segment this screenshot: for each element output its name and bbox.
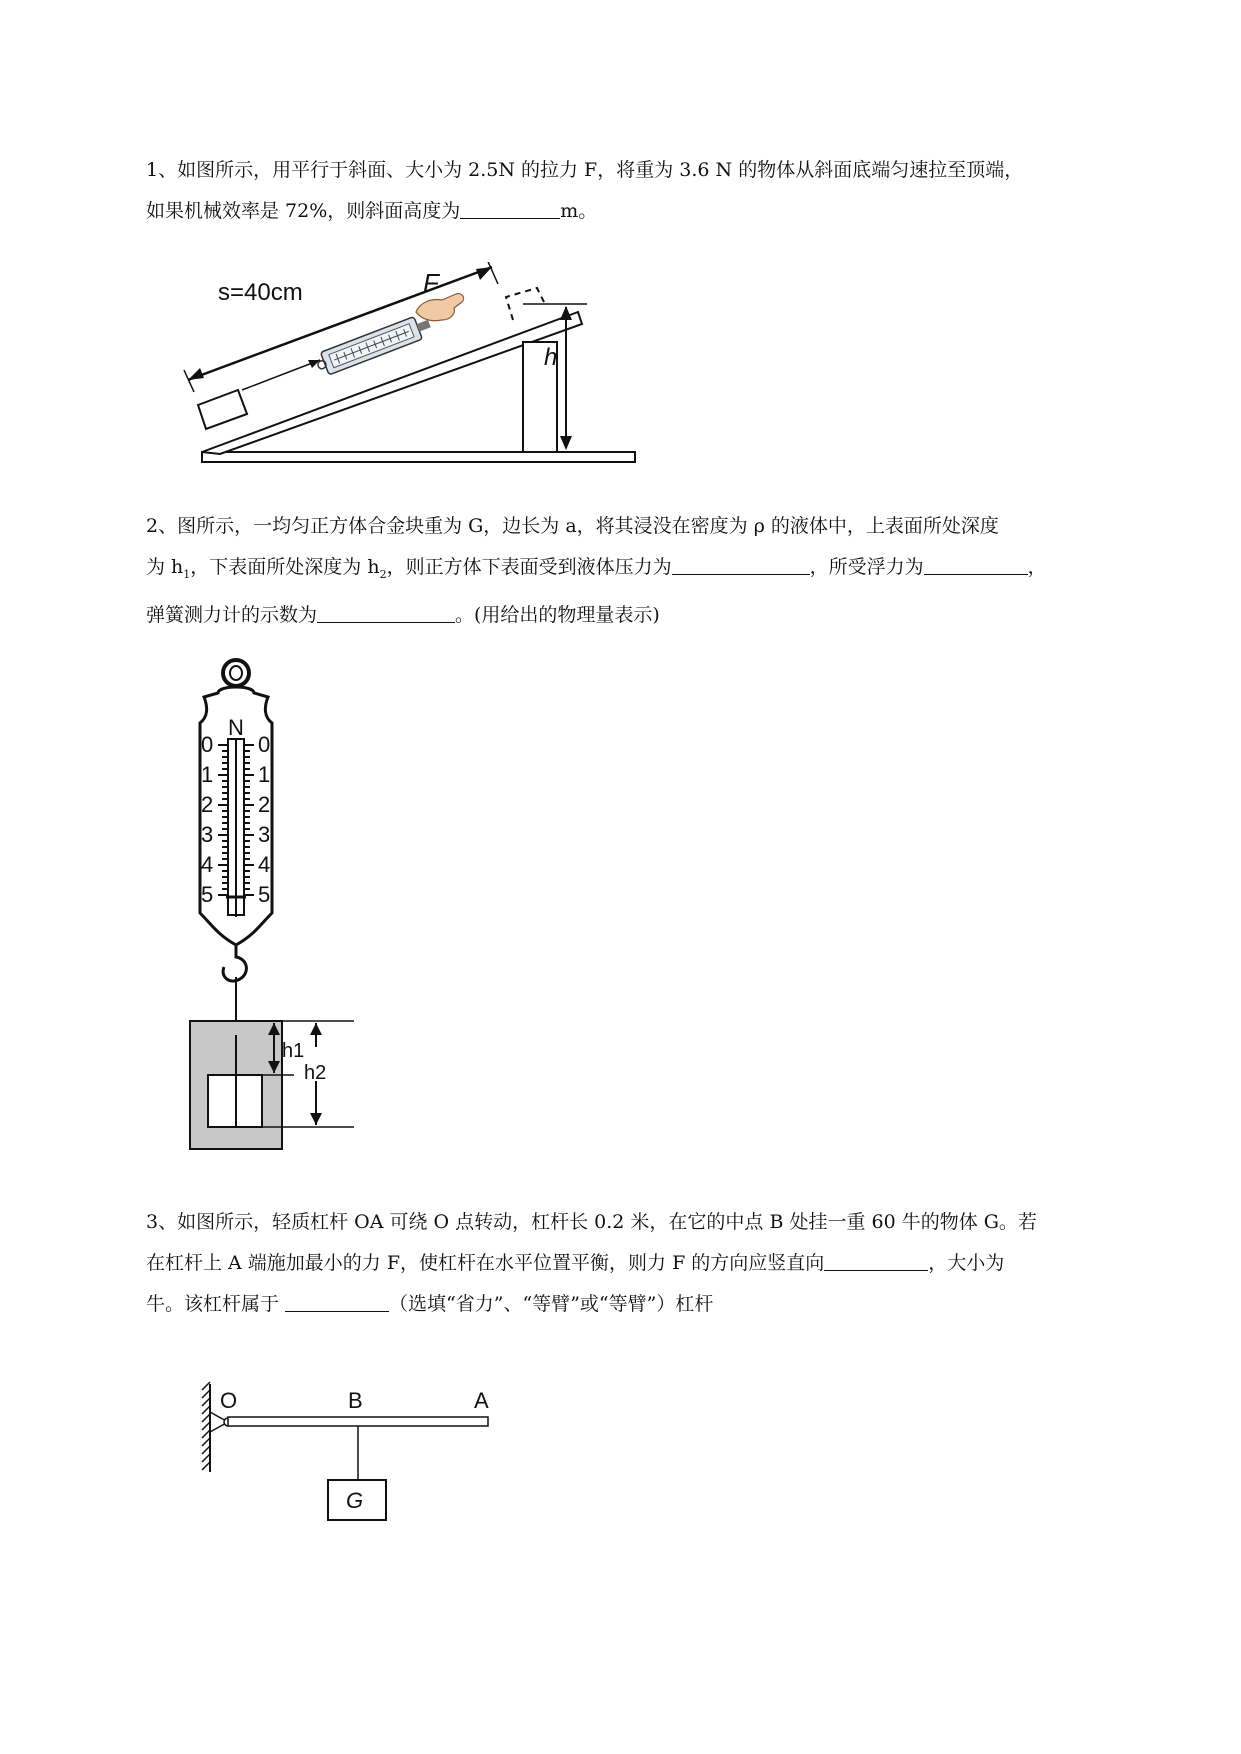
scale-right-0: 0	[258, 732, 271, 757]
q2-text-d: ，所受浮力为	[809, 556, 924, 578]
scale-right-3: 3	[258, 822, 271, 847]
scale-right-5: 5	[258, 882, 271, 907]
q2-line3-pre: 弹簧测力计的示数为	[146, 603, 318, 626]
q2-line2	[146, 547, 1146, 595]
q1-line2	[146, 191, 1146, 232]
q1-line1: 1、如图所示，用平行于斜面、大小为 2.5N 的拉力 F，将重为 3.6 N 的物体从斜面底端匀速拉至顶端，	[146, 159, 1024, 181]
h-label: h	[544, 344, 558, 371]
q2-pressure-blank[interactable]	[672, 550, 810, 575]
q3-line3-pre: 牛。该杠杆属于	[146, 1293, 286, 1315]
s-label: s=40cm	[218, 279, 303, 306]
scale-left-0: 0	[201, 732, 214, 757]
q2-line3	[146, 595, 1146, 636]
b-label: B	[348, 1388, 363, 1413]
question-2	[146, 506, 1146, 636]
q1-answer-blank[interactable]	[460, 194, 560, 219]
scale-left-3: 3	[201, 822, 214, 847]
a-label: A	[474, 1388, 489, 1413]
scale-right-2: 2	[258, 792, 271, 817]
scale-left-1: 1	[201, 762, 214, 787]
q3-line2-post: ，大小为	[928, 1252, 1005, 1274]
q3-line2	[146, 1243, 1146, 1284]
hook-icon	[223, 945, 246, 981]
q3-line3-post: （选填“省力”、“等臂”或“等臂”）杠杆	[389, 1293, 714, 1315]
q3-type-blank[interactable]	[285, 1287, 389, 1312]
q2-text-e: ，	[1027, 556, 1047, 578]
q1-line2-pre: 如果机械效率是 72%，则斜面高度为	[146, 200, 461, 222]
spring-scale-figure	[178, 655, 378, 1160]
q3-line1: 3、如图所示，轻质杠杆 OA 可绕 O 点转动，杠杆长 0.2 米，在它的中点 B 处挂一重 60 牛的物体 G。若	[146, 1211, 1037, 1233]
q3-direction-blank[interactable]	[824, 1246, 928, 1271]
scale-left-4: 4	[201, 852, 214, 877]
g-label: G	[346, 1488, 364, 1513]
h2-label: h2	[304, 1062, 327, 1084]
q2-line1: 2、图所示，一均匀正方体合金块重为 G，边长为 a，将其浸没在密度为 ρ 的液体中，上表面所处深度	[146, 515, 999, 537]
h1-label: h1	[282, 1040, 305, 1062]
q2-reading-blank[interactable]	[317, 598, 455, 623]
lever-figure	[200, 1380, 510, 1540]
spring-scale	[314, 312, 434, 377]
q2-text-b: ，下表面所处深度为 h	[190, 556, 380, 578]
q2-sub2: 2	[379, 567, 387, 581]
o-label: O	[220, 1388, 238, 1413]
lever-bar	[228, 1417, 488, 1426]
question-1	[146, 150, 1146, 232]
q3-line3	[146, 1284, 1146, 1325]
q3-line2-pre: 在杠杆上 A 端施加最小的力 F，使杠杆在水平位置平衡，则力 F 的方向应竖直向	[146, 1252, 825, 1274]
q1-line2-post: m。	[560, 200, 598, 222]
f-label: F	[423, 268, 439, 298]
q2-text-a: 为 h	[146, 556, 184, 578]
block	[198, 390, 247, 429]
scale-left-5: 5	[201, 882, 214, 907]
q2-buoyancy-blank[interactable]	[924, 550, 1028, 575]
q2-text-c: ，则正方体下表面受到液体压力为	[386, 556, 672, 578]
scale-right-4: 4	[258, 852, 271, 877]
q2-line3-post: 。(用给出的物理量表示)	[455, 603, 660, 626]
s-arrow-head-left	[188, 368, 204, 380]
question-3	[146, 1202, 1146, 1325]
scale-left-2: 2	[201, 792, 214, 817]
s-arrow-head-right	[476, 267, 492, 280]
incline-base	[202, 452, 635, 462]
incline-figure	[180, 262, 650, 472]
scale-right-1: 1	[258, 762, 271, 787]
q2-sub1: 1	[183, 567, 191, 581]
scale-unit: N	[228, 715, 244, 740]
